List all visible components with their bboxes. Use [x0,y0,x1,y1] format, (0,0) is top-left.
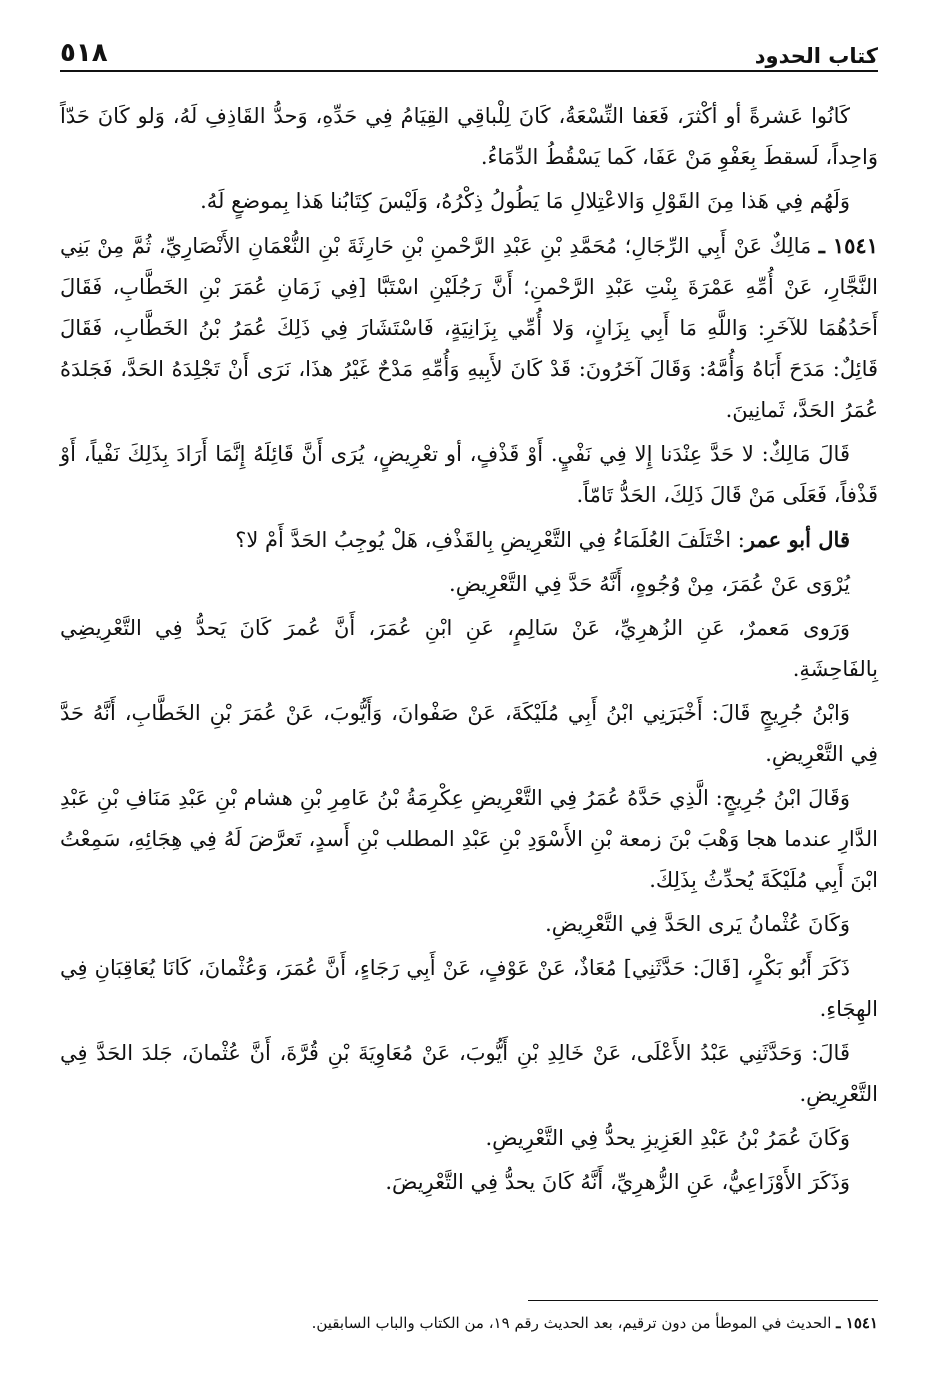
paragraph: يُرْوَى عَنْ عُمَرَ، مِنْ وُجُوهٍ، أَنَّهُ حَدَّ فِي التَّعْرِيضِ. [449,572,850,596]
paragraph: كَانُوا عَشرةً أو أكْثرَ، فَعَفا التِّسْعَةُ، كَانَ لِلْباقِي القِيَامُ فِي حَدِّهِ، وَحدُّ القَاذِفِ لَهُ، وَلو كَانَ حَدّاً وَاحِداً، لَسقطَ بِعَفْوِ مَنْ عَفَا، كَما يَسْقُطُ الدِّمَاءُ. [60,104,878,169]
paragraph: وَابْنُ جُرِيجٍ قَالَ: أَخْبَرَنِي ابْنُ أَبِي مُلَيْكَةَ، عَنْ صَفْوانَ، وَأَيُّوبَ، عَنْ عُمَرَ بْنِ الخَطَّابِ، أَنَّهُ حَدَّ فِي التَّعْرِيضِ. [60,701,878,766]
footnote [60,1312,878,1334]
paragraph: وَلَهُم فِي هَذا مِنَ القَوْلِ وَالاعْتِلالِ مَا يَطُولُ ذِكْرُهُ، وَلَيْسَ كِتَابُنا هَذا بِموضعٍ لَهُ. [200,189,850,213]
paragraph: قَالَ: وَحَدَّثَنِي عَبْدُ الأَعْلَى، عَنْ خَالِدِ بْنِ أَيُّوبَ، عَنْ مُعَاوِيَةَ بْنِ قُرَّةَ، أَنَّ عُثْمانَ، جَلدَ الحَدَّ فِي التَّعْرِيضِ. [60,1041,878,1106]
main-text [60,96,878,1206]
footnote-text: الحديث في الموطأ من دون ترقيم، بعد الحديث رقم ١٩، من الكتاب والباب السابقين. [311,1314,837,1332]
speaker-label: قال أبو عمر [744,527,850,552]
page-number: ٥١٨ [60,38,108,68]
paragraph: وَذَكَرَ الأَوْزَاعِيُّ، عَنِ الزُّهرِيِّ، أَنَّهُ كَانَ يحدُّ فِي التَّعْرِيضَ. [385,1170,850,1194]
paragraph: وَكَانَ عُمَرُ بْنُ عَبْدِ العَزِيزِ يحدُّ فِي التَّعْرِيضِ. [485,1126,850,1150]
footnote-divider [528,1300,878,1301]
footnote-number: ١٥٤١ ـ [836,1314,878,1332]
paragraph: وَقَالَ ابْنُ جُرِيجٍ: الَّذِي حَدَّهُ عُمَرُ فِي التَّعْرِيضِ عِكْرِمَةُ بْنُ عَامِرِ بْنِ هشام بْنِ عَبْدِ مَنَافِ بْنِ عَبْدِ الدَّارِ عندما هجا وَهْبَ بْنَ زمعة بْنِ الأَسْوَدِ بْنِ عَبْدِ المطلب بْنِ أَسدٍ، تَعرَّضَ لَهُ فِي هِجَائِهِ، سَمِعْتُ ابْنَ أَبِي مُلَيْكَةَ يُحدِّثُ بِذَلِكَ. [60,786,878,892]
paragraph: قَالَ مَالِكٌ: لا حَدَّ عِنْدَنا إِلا فِي نَفْيٍ. أَوْ قَذْفٍ، أو تعْرِيضٍ، يُرَى أَنَّ قَائِلَهُ إِنَّمَا أَرَادَ بِذَلِكَ نَفْياً، أَوْ قَذْفاً، فَعَلَى مَنْ قَالَ ذَلِكَ، الحَدُّ تَامّاً. [60,442,878,507]
page-header [60,30,878,72]
commentary-text: : اخْتَلَفَ العُلَمَاءُ فِي التَّعْرِيضِ بِالقَذْفِ، هَلْ يُوجِبُ الحَدَّ أَمْ لا؟ [235,528,745,552]
hadith-number: ١٥٤١ ـ [818,233,878,258]
hadith-text: مَالِكٌ عَنْ أَبِي الرِّجَالِ؛ مُحَمَّدِ بْنِ عَبْدِ الرَّحْمنِ بْنِ حَارِثَةَ بْنِ النُّعْمَانِ الأَنْصَارِيِّ، ثُمَّ مِنْ بَنِي النَّجَّارِ، عَنْ أُمِّهِ عَمْرَةَ بِنْتِ عَبْدِ الرَّحْمنِ؛ أَنَّ رَجُلَيْنِ اسْتَبَّا [فِي زَمَانِ عُمَرَ بْنِ الخَطَّابِ، فَقَالَ أَحَدُهُمَا للآخَرِ: وَاللَّهِ مَا أَبِي بِزَانٍ، وَلا أُمِّي بِزَانِيَةٍ، فَاسْتَشَارَ فِي ذَلِكَ عُمَرُ بْنُ الخَطَّابِ، فَقَالَ قَائِلٌ: مَدَحَ أَبَاهُ وَأُمَّهُ: وَقَالَ آخَرُونَ: قَدْ كَانَ لأَبِيهِ وَأُمِّهِ مَدْحٌ غَيْرُ هذَا، نَرَى أَنْ تَجْلِدَهُ الحَدَّ، فَجَلدَهُ عُمَرُ الحَدَّ، ثَمانِينَ. [60,234,879,422]
hadith-paragraph [60,225,878,431]
paragraph: ذَكَرَ أَبُو بَكْرٍ، [قَالَ: حَدَّثَنِي] مُعَاذٌ، عَنْ عَوْفٍ، عَنْ أَبِي رَجَاءٍ، أَنَّ عُمَرَ، وَعُثْمانَ، كَانَا يُعَاقِبَانِ فِي الهِجَاءِ. [60,956,878,1021]
paragraph: وَكَانَ عُثْمانُ يَرى الحَدَّ فِي التَّعْرِيضِ. [545,912,850,936]
commentary-paragraph [60,519,878,561]
paragraph: وَرَوى مَعمرٌ، عَنِ الزُهرِيِّ، عَنْ سَالِمٍ، عَنِ ابْنِ عُمَرَ، أَنَّ عُمرَ كَانَ يَحدُّ فِي التَّعْرِيضِي بِالفَاحِشَةِ. [60,616,878,681]
running-title: كتاب الحدود [754,44,878,68]
